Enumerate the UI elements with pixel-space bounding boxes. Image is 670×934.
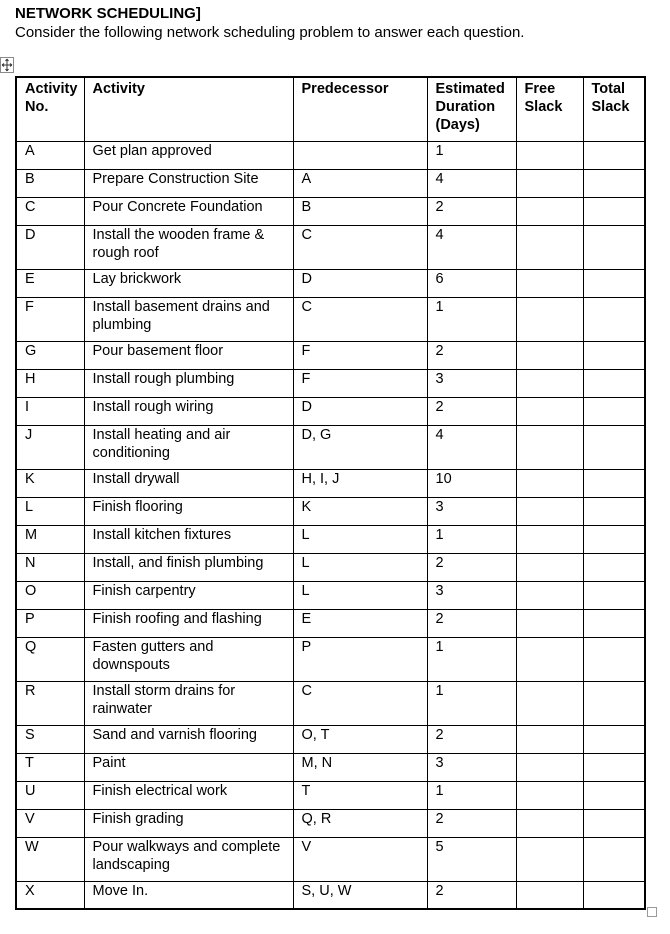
cell-free-slack[interactable] (516, 169, 583, 197)
table-row (16, 141, 645, 169)
cell-free-slack[interactable] (516, 681, 583, 725)
cell-free-slack[interactable] (516, 269, 583, 297)
cell-activity-no: J (16, 425, 84, 469)
cell-duration: 10 (427, 469, 516, 497)
cell-activity: Finish electrical work (84, 781, 293, 809)
cell-activity-no: O (16, 581, 84, 609)
cell-activity-no: H (16, 369, 84, 397)
cell-total-slack[interactable] (583, 681, 645, 725)
table-row (16, 553, 645, 581)
cell-activity-no: C (16, 197, 84, 225)
cell-predecessor (293, 141, 427, 169)
cell-activity: Install heating and air conditioning (84, 425, 293, 469)
cell-activity: Install basement drains and plumbing (84, 297, 293, 341)
cell-predecessor: E (293, 609, 427, 637)
cell-activity: Install the wooden frame & rough roof (84, 225, 293, 269)
cell-total-slack[interactable] (583, 609, 645, 637)
cell-predecessor: P (293, 637, 427, 681)
cell-total-slack[interactable] (583, 553, 645, 581)
cell-free-slack[interactable] (516, 581, 583, 609)
cell-predecessor: O, T (293, 725, 427, 753)
cell-duration: 1 (427, 637, 516, 681)
header-free-slack: Free Slack (516, 77, 583, 141)
cell-total-slack[interactable] (583, 397, 645, 425)
cell-total-slack[interactable] (583, 809, 645, 837)
cell-free-slack[interactable] (516, 297, 583, 341)
cell-free-slack[interactable] (516, 341, 583, 369)
table-row (16, 425, 645, 469)
table-row (16, 581, 645, 609)
cell-activity: Install kitchen fixtures (84, 525, 293, 553)
table-row (16, 269, 645, 297)
cell-predecessor: B (293, 197, 427, 225)
header-total-slack: Total Slack (583, 77, 645, 141)
cell-activity: Install storm drains for rainwater (84, 681, 293, 725)
cell-duration: 1 (427, 297, 516, 341)
cell-duration: 1 (427, 781, 516, 809)
cell-activity: Install drywall (84, 469, 293, 497)
cell-free-slack[interactable] (516, 881, 583, 909)
table-resize-handle[interactable] (647, 907, 657, 917)
cell-activity: Install, and finish plumbing (84, 553, 293, 581)
cell-activity: Sand and varnish flooring (84, 725, 293, 753)
cell-activity: Pour basement floor (84, 341, 293, 369)
cell-total-slack[interactable] (583, 297, 645, 341)
cell-predecessor: S, U, W (293, 881, 427, 909)
cell-activity: Finish carpentry (84, 581, 293, 609)
cell-predecessor: D (293, 397, 427, 425)
cell-total-slack[interactable] (583, 197, 645, 225)
cell-predecessor: M, N (293, 753, 427, 781)
cell-predecessor: T (293, 781, 427, 809)
cell-predecessor: F (293, 341, 427, 369)
cell-activity-no: G (16, 341, 84, 369)
cell-total-slack[interactable] (583, 725, 645, 753)
cell-activity-no: Q (16, 637, 84, 681)
table-row (16, 881, 645, 909)
cell-activity-no: W (16, 837, 84, 881)
table-row (16, 397, 645, 425)
cell-activity: Pour walkways and complete landscaping (84, 837, 293, 881)
cell-duration: 3 (427, 497, 516, 525)
table-row (16, 753, 645, 781)
cell-duration: 2 (427, 553, 516, 581)
table-row (16, 809, 645, 837)
cell-free-slack[interactable] (516, 637, 583, 681)
cell-duration: 1 (427, 525, 516, 553)
cell-free-slack[interactable] (516, 141, 583, 169)
cell-activity-no: K (16, 469, 84, 497)
cell-activity: Pour Concrete Foundation (84, 197, 293, 225)
header-activity-no: Activity No. (16, 77, 84, 141)
cell-duration: 4 (427, 425, 516, 469)
cell-activity: Prepare Construction Site (84, 169, 293, 197)
cell-predecessor: C (293, 297, 427, 341)
cell-free-slack[interactable] (516, 225, 583, 269)
table-row (16, 781, 645, 809)
cell-duration: 2 (427, 197, 516, 225)
cell-duration: 2 (427, 881, 516, 909)
table-row (16, 637, 645, 681)
cell-total-slack[interactable] (583, 837, 645, 881)
schedule-table (15, 76, 646, 910)
cell-activity-no: D (16, 225, 84, 269)
cell-activity-no: P (16, 609, 84, 637)
cell-activity-no: U (16, 781, 84, 809)
cell-total-slack[interactable] (583, 497, 645, 525)
cell-duration: 2 (427, 341, 516, 369)
cell-free-slack[interactable] (516, 837, 583, 881)
table-row (16, 469, 645, 497)
table-row (16, 225, 645, 269)
table-header-row (16, 77, 645, 141)
cell-activity: Install rough wiring (84, 397, 293, 425)
cell-duration: 4 (427, 225, 516, 269)
cell-predecessor: D (293, 269, 427, 297)
table-row (16, 725, 645, 753)
cell-activity: Finish flooring (84, 497, 293, 525)
cell-activity-no: L (16, 497, 84, 525)
cell-predecessor: C (293, 681, 427, 725)
cell-predecessor: Q, R (293, 809, 427, 837)
table-row (16, 525, 645, 553)
cell-total-slack[interactable] (583, 753, 645, 781)
cell-predecessor: H, I, J (293, 469, 427, 497)
cell-total-slack[interactable] (583, 781, 645, 809)
cell-activity: Lay brickwork (84, 269, 293, 297)
cell-predecessor: C (293, 225, 427, 269)
cell-free-slack[interactable] (516, 197, 583, 225)
cell-free-slack[interactable] (516, 553, 583, 581)
cell-predecessor: L (293, 525, 427, 553)
cell-duration: 2 (427, 809, 516, 837)
cell-total-slack[interactable] (583, 581, 645, 609)
cell-free-slack[interactable] (516, 397, 583, 425)
cell-duration: 4 (427, 169, 516, 197)
cell-duration: 3 (427, 369, 516, 397)
cell-duration: 3 (427, 753, 516, 781)
cell-duration: 6 (427, 269, 516, 297)
table-row (16, 837, 645, 881)
cell-predecessor: A (293, 169, 427, 197)
cell-free-slack[interactable] (516, 497, 583, 525)
cell-duration: 5 (427, 837, 516, 881)
header-activity: Activity (84, 77, 293, 141)
cell-activity: Fasten gutters and downspouts (84, 637, 293, 681)
cell-activity-no: M (16, 525, 84, 553)
cell-total-slack[interactable] (583, 225, 645, 269)
cell-total-slack[interactable] (583, 269, 645, 297)
cell-duration: 1 (427, 141, 516, 169)
table-row (16, 297, 645, 341)
cell-activity: Paint (84, 753, 293, 781)
cell-activity-no: V (16, 809, 84, 837)
cell-predecessor: L (293, 553, 427, 581)
cell-predecessor: D, G (293, 425, 427, 469)
instructions-text: Consider the following network scheduling problem to answer each question. (15, 24, 525, 41)
cell-activity: Finish roofing and flashing (84, 609, 293, 637)
cell-total-slack[interactable] (583, 469, 645, 497)
cell-activity-no: B (16, 169, 84, 197)
cell-free-slack[interactable] (516, 809, 583, 837)
cell-activity-no: S (16, 725, 84, 753)
cell-free-slack[interactable] (516, 469, 583, 497)
cell-total-slack[interactable] (583, 881, 645, 909)
cell-total-slack[interactable] (583, 169, 645, 197)
cell-activity: Finish grading (84, 809, 293, 837)
cell-total-slack[interactable] (583, 425, 645, 469)
cell-activity-no: E (16, 269, 84, 297)
cell-total-slack[interactable] (583, 525, 645, 553)
cell-free-slack[interactable] (516, 781, 583, 809)
cell-activity: Get plan approved (84, 141, 293, 169)
cell-total-slack[interactable] (583, 341, 645, 369)
cell-total-slack[interactable] (583, 369, 645, 397)
cell-free-slack[interactable] (516, 425, 583, 469)
cell-duration: 2 (427, 397, 516, 425)
cell-predecessor: V (293, 837, 427, 881)
cell-duration: 2 (427, 725, 516, 753)
header-predecessor: Predecessor (293, 77, 427, 141)
table-row (16, 341, 645, 369)
cell-duration: 2 (427, 609, 516, 637)
table-row (16, 681, 645, 725)
header-duration: Estimated Duration (Days) (427, 77, 516, 141)
table-row (16, 169, 645, 197)
cell-activity-no: I (16, 397, 84, 425)
cell-activity-no: F (16, 297, 84, 341)
cell-free-slack[interactable] (516, 525, 583, 553)
cell-activity: Move In. (84, 881, 293, 909)
cell-free-slack[interactable] (516, 753, 583, 781)
cell-activity-no: R (16, 681, 84, 725)
table-row (16, 497, 645, 525)
cell-activity: Install rough plumbing (84, 369, 293, 397)
table-row (16, 609, 645, 637)
cell-duration: 3 (427, 581, 516, 609)
page-title: NETWORK SCHEDULING] (15, 5, 201, 22)
table-move-handle-icon[interactable] (0, 57, 14, 73)
cell-free-slack[interactable] (516, 725, 583, 753)
cell-predecessor: F (293, 369, 427, 397)
cell-predecessor: K (293, 497, 427, 525)
table-row (16, 369, 645, 397)
cell-total-slack[interactable] (583, 637, 645, 681)
cell-free-slack[interactable] (516, 369, 583, 397)
table-row (16, 197, 645, 225)
cell-free-slack[interactable] (516, 609, 583, 637)
cell-activity-no: N (16, 553, 84, 581)
cell-activity-no: X (16, 881, 84, 909)
cell-activity-no: T (16, 753, 84, 781)
cell-total-slack[interactable] (583, 141, 645, 169)
cell-predecessor: L (293, 581, 427, 609)
cell-duration: 1 (427, 681, 516, 725)
cell-activity-no: A (16, 141, 84, 169)
